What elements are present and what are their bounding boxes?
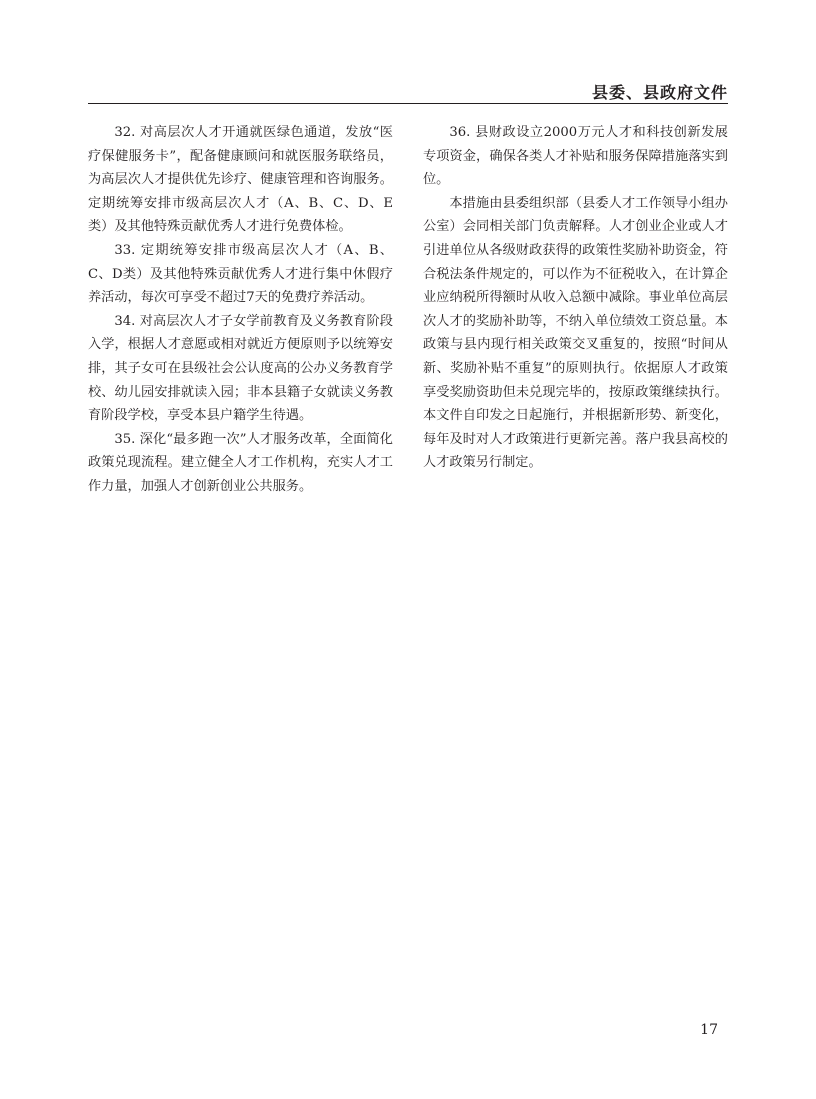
header-divider [88,103,728,104]
paragraph-35: 35. 深化“最多跑一次”人才服务改革，全面简化政策兑现流程。建立健全人才工作机构，充实人才工作力量，加强人才创新创业公共服务。 [88,431,393,494]
left-column [88,121,393,499]
paragraph-36: 36. 县财政设立2000万元人才和科技创新发展专项资金，确保各类人才补贴和服务保障措施落实到位。 [423,125,728,188]
paragraph-33: 33. 定期统筹安排市级高层次人才（A、B、C、D类）及其他特殊贡献优秀人才进行集中休假疗养活动，每次可享受不超过7天的免费疗养活动。 [88,242,393,306]
paragraph-34: 34. 对高层次人才子女学前教育及义务教育阶段入学，根据人才意愿或相对就近方便原则予以统筹安排，其子女可在县级社会公认度高的公办义务教育学校、幼儿园安排就读入园；非本县籍子女就读义务教育阶段学校，享受本县户籍学生待遇。 [88,313,393,424]
closing-paragraph: 本措施由县委组织部（县委人才工作领导小组办公室）会同相关部门负责解释。人才创业企业或人才引进单位从各级财政获得的政策性奖励补助资金，符合税法条件规定的，可以作为不征税收入，在计算企业应纳税所得额时从收入总额中减除。事业单位高层次人才的奖励补助等，不纳入单位绩效工资总量。本政策与县内现行相关政策交叉重复的，按照“时间从新、奖励补贴不重复”的原则执行。依据原人才政策享受奖励资助但未兑现完毕的，按原政策继续执行。本文件自印发之日起施行，并根据新形势、新变化，每年及时对人才政策进行更新完善。落户我县高校的人才政策另行制定。 [423,195,728,471]
page-number: 17 [700,1022,718,1038]
paragraph-32: 32. 对高层次人才开通就医绿色通道，发放“医疗保健服务卡”，配备健康顾问和就医服务联络员，为高层次人才提供优先诊疗、健康管理和咨询服务。定期统筹安排市级高层次人才（A、B、C、D、E类）及其他特殊贡献优秀人才进行免费体检。 [88,125,393,235]
running-header-title: 县委、县政府文件 [591,83,728,102]
right-column [423,121,728,475]
